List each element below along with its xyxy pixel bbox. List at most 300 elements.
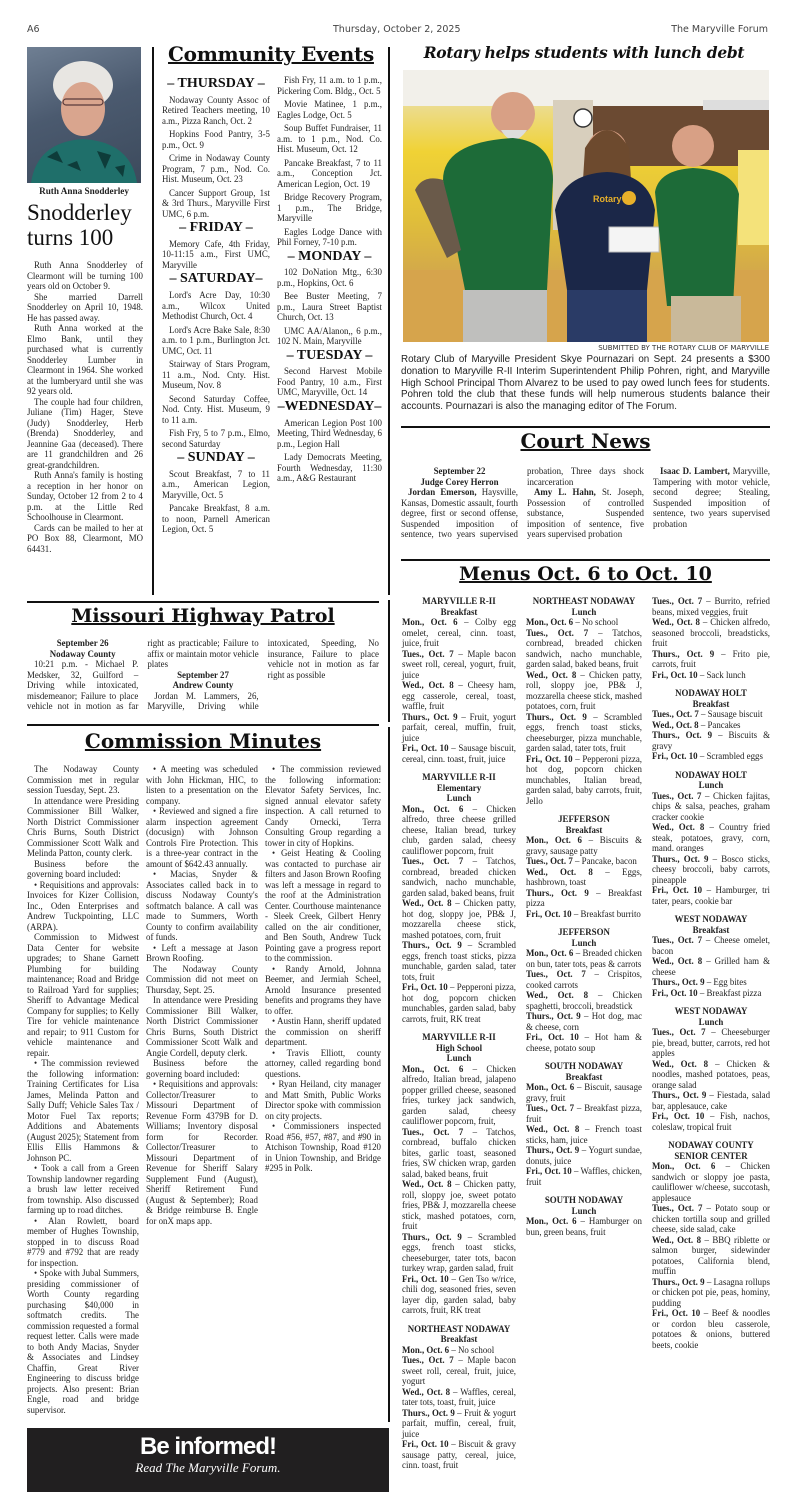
birthday-article bbox=[27, 260, 143, 554]
menu-item: Fri., Oct. 10 – Scrambled eggs bbox=[652, 751, 763, 761]
menu-item: Mon., Oct. 6 – Breaded chicken on bun, tater tots, peas & carrots bbox=[526, 948, 642, 969]
event-item: Bee Buster Meeting, 7 p.m., Laura Street Baptist Church, Oct. 13 bbox=[277, 291, 382, 323]
day-heading-tuesday: – TUESDAY – bbox=[286, 347, 373, 363]
menu-school-heading: NODAWAY COUNTY bbox=[668, 1140, 754, 1150]
menu-day: Wed., Oct. 8 bbox=[526, 1124, 580, 1134]
menu-food: Scrambled eggs bbox=[706, 751, 763, 761]
menu-school-heading: Elementary bbox=[436, 782, 482, 793]
menu-day: Mon., Oct. 6 bbox=[402, 1063, 464, 1074]
menu-day: Thurs., Oct. 9 bbox=[526, 711, 587, 722]
menu-day: Mon., Oct. 6 bbox=[402, 1344, 450, 1355]
menu-food: Chicken patty, roll, sloppy joe, sweet potato fries, PB& J, mozzarella cheese stick, mashed potatoes, corn, fruit bbox=[402, 1179, 516, 1231]
menu-food: Pancakes bbox=[707, 719, 741, 730]
menu-day: Wed., Oct. 8 bbox=[652, 822, 705, 832]
commission-column-1 bbox=[27, 764, 139, 1415]
menu-day: Thurs., Oct. 9 bbox=[402, 1407, 455, 1418]
menu-food: Biscuits & gravy, sausage patty bbox=[526, 835, 642, 856]
menu-food: Sausage biscuit bbox=[707, 709, 763, 719]
menu-food: Grilled ham & cheese bbox=[652, 956, 771, 977]
menu-day: Wed., Oct. 8 bbox=[402, 1386, 451, 1397]
menu-day: Wed., Oct. 8 bbox=[652, 719, 699, 730]
menu-food: Pepperoni pizza, hot dog, popcorn chicken munchables, garden salad, baby carrots, fruit, RK treat bbox=[402, 982, 516, 1024]
menu-food: Breaded chicken on bun, tater tots, peas & carrots bbox=[526, 948, 642, 969]
menu-food: Scrambled eggs, french toast sticks, cheeseburger, tater tots, bacon turkey wrap, garden salad, fruit bbox=[402, 1231, 516, 1273]
menu-day: Tues., Oct. 7 bbox=[402, 1126, 464, 1137]
menu-food: Waffles, chicken, fruit bbox=[526, 1166, 643, 1187]
newspaper-name: The Maryville Forum bbox=[671, 24, 768, 35]
commission-paragraph: • The commission reviewed the following information: Elevator Safety Services, Inc. signed annual elevator safety inspection. A call returned to Candy Ornecki, Terra Consulting Group regarding a tower in city of Hopkins. bbox=[265, 764, 381, 848]
menu-item: Mon., Oct. 6 – No school bbox=[402, 1344, 495, 1355]
menu-food: Chicken alfredo, seasoned broccoli, breadsticks, fruit bbox=[652, 617, 771, 648]
menu-day: Fri., Oct. 10 bbox=[402, 1439, 449, 1449]
menu-item: Tues., Oct. 7 – Breakfast pizza, fruit bbox=[526, 1103, 643, 1124]
menu-school-heading: Breakfast bbox=[565, 1071, 603, 1082]
menu-item: Wed., Oct. 8 – Chicken & noodles, mashed potatoes, peas, orange salad bbox=[652, 1058, 770, 1090]
menu-food: Biscuit, sausage gravy, fruit bbox=[526, 1082, 642, 1103]
menu-school-heading: SOUTH NODAWAY bbox=[544, 1195, 624, 1205]
event-item: Pancake Breakfast, 8 a.m. to noon, Parnell American Legion, Oct. 5 bbox=[162, 503, 270, 535]
menus-column-3 bbox=[652, 596, 770, 1350]
defendant-name: Jordan Emerson, bbox=[408, 487, 477, 497]
menu-item: Thurs., Oct. 9 – Fiestada, salad bar, applesauce, cake bbox=[652, 1090, 771, 1111]
commission-paragraph: • Requisitions and approvals: Collector/Treasurer to Missouri Department of Revenue Form 4379B for D. Williams; Inventory disposal form for Recorder. Collector/Treasurer to Missouri Department of Revenue for Sheriff Salary Supplement Fund (August), Sheriff Retirement Fund (August & September); Road & Bridge reimburse B. Engle for onX maps app. bbox=[146, 1079, 258, 1226]
event-item: Pancake Breakfast, 7 to 11 a.m., Conception Jct. American Legion, Oct. 19 bbox=[277, 157, 382, 189]
court-judge: Judge Corey Herron bbox=[420, 476, 499, 487]
menu-item: Thurs., Oct. 9 – Breakfast pizza bbox=[526, 887, 642, 908]
menu-day: Fri., Oct. 10 bbox=[652, 1308, 701, 1318]
menu-food: Tatchos, cornbread, breaded chicken sandwich, nacho munchable, garden salad, baked beans, fruit bbox=[402, 856, 516, 898]
menu-food: Breakfast burrito bbox=[580, 908, 641, 919]
highway-patrol-article bbox=[27, 638, 379, 720]
menu-food: Potato soup or chicken tortilla soup and grilled cheese, side salad, cake bbox=[652, 1203, 771, 1234]
patrol-date: September 27 bbox=[177, 669, 229, 680]
menu-day: Wed., Oct. 8 bbox=[652, 1058, 709, 1069]
events-column-1 bbox=[162, 75, 270, 535]
menu-school-heading: Lunch bbox=[446, 1053, 472, 1063]
menu-item: Wed., Oct. 8 – Chicken patty, roll, sloppy joe, sweet potato fries, PB& J, mozzarella cheese stick, mashed potatoes, corn, fruit bbox=[402, 1179, 516, 1231]
menu-food: French toast sticks, ham, juice bbox=[526, 1124, 643, 1145]
menu-item: Fri., Oct. 10 – Waffles, chicken, fruit bbox=[526, 1166, 643, 1187]
commission-paragraph: • The commission reviewed the following information: Training Certificates for Lisa James, Melinda Patton and Sally Duff; Vehicle Sales Tax / Motor Fuel Tax reports; Additions and Abatements (August 2025); Statement from Ellis Ellis Hammons & Johnson PC. bbox=[27, 1058, 139, 1163]
court-date: September 22 bbox=[433, 466, 486, 476]
menus-title: Menus Oct. 6 to Oct. 10 bbox=[459, 563, 712, 585]
commission-paragraph: • Macias, Snyder & Associates called back in to discuss Nodaway County's softmatch balance. A call was made to Summers, Worth County to confirm availability of funds. bbox=[146, 869, 258, 942]
birthday-paragraph: Ruth Anna Snodderley of Clearmont will be turning 100 years old on October 9. bbox=[27, 260, 143, 291]
menu-school-heading: Lunch bbox=[698, 1016, 724, 1027]
menu-day: Wed., Oct. 8 bbox=[402, 898, 452, 908]
menu-day: Thurs., Oct. 9 bbox=[652, 1276, 705, 1287]
event-item: Scout Breakfast, 7 to 11 a.m., American Legion, Maryville, Oct. 5 bbox=[162, 468, 270, 500]
menu-day: Fri., Oct. 10 bbox=[526, 1032, 579, 1042]
menu-item: Tues., Oct. 7 – Tatchos, cornbread, buffalo chicken bites, garlic toast, seasoned fries, SW chicken wrap, garden salad, baked beans, fruit bbox=[402, 1126, 516, 1179]
commission-paragraph: • Reviewed and signed a fire alarm inspection agreement (docusign) with Johnson Controls Fire Protection. This is a three-year contract in the amount of $642.43 annually. bbox=[146, 806, 258, 869]
menu-food: Biscuits & gravy bbox=[652, 730, 771, 751]
menu-food: Waffles, cereal, tater tots, toast, fruit, juice bbox=[402, 1386, 516, 1407]
menu-item: Mon., Oct. 6 – Hamburger on bun, green beans, fruit bbox=[526, 1216, 642, 1237]
menu-food: Crispitos, cooked carrots bbox=[526, 969, 643, 990]
menu-food: Colby egg omelet, cereal, cinn. toast, juice, fruit bbox=[402, 617, 517, 648]
menu-item: Thurs., Oct. 9 – Yogurt sundae, donuts, juice bbox=[526, 1145, 642, 1166]
portrait-photo bbox=[27, 47, 141, 183]
menu-school-heading: Breakfast bbox=[440, 1334, 478, 1344]
commission-title: Commission Minutes bbox=[84, 729, 322, 753]
menu-day: Tues., Oct. 7 bbox=[402, 1355, 454, 1365]
menu-food: Chicken fajitas, chips & salsa, peaches, graham cracker cookie bbox=[652, 790, 771, 822]
event-item: Stairway of Stars Program, 11 a.m., Nod. Cnty. Hist. Museum, Nov. 8 bbox=[162, 359, 270, 391]
menu-item: Thurs., Oct. 9 – Egg bites bbox=[652, 977, 747, 987]
menu-day: Mon., Oct. 6 bbox=[402, 803, 464, 814]
menu-food: Bosco sticks, cheesy broccoli, baby carrots, pineapple bbox=[652, 853, 770, 885]
menu-item: Tues., Oct. 7 – Crispitos, cooked carrots bbox=[526, 969, 643, 990]
menu-day: Fri., Oct. 10 bbox=[652, 987, 698, 998]
menu-item: Thurs., Oct. 9 – Scrambled eggs, french toast sticks, cheeseburger, tater tots, bacon turkey wrap, garden salad, fruit bbox=[402, 1231, 516, 1273]
event-item: Fish Fry, 5 to 7 p.m., Elmo, second Saturday bbox=[162, 428, 270, 449]
menu-item: Fri., Oct. 10 – Fish, nachos, coleslaw, tropical fruit bbox=[652, 1111, 771, 1132]
event-item: Cancer Support Group, 1st & 3rd Thurs., Maryville First UMC, 6 p.m. bbox=[162, 187, 270, 219]
menu-food: Maple bacon sweet roll, cereal, yogurt, fruit, juice bbox=[402, 648, 516, 680]
menu-food: Sack lunch bbox=[706, 669, 746, 680]
menu-food: Yogurt sundae, donuts, juice bbox=[526, 1145, 642, 1166]
menu-school-heading: MARYVILLE R-II bbox=[422, 596, 496, 606]
menu-day: Fri., Oct. 10 bbox=[652, 669, 698, 680]
commission-paragraph: • Requisitions and approvals: Invoices for Kizer Collision, Inc., Oden Enterprises and Andrew Tuckpointing, LLC (ARPA). bbox=[27, 879, 139, 932]
menu-item: Fri., Oct. 10 – Gen Tso w/rice, chili dog, seasoned fries, seven layer dip, garden salad, baby carrots, fruit, RK treat bbox=[402, 1273, 516, 1315]
rotary-headline: Rotary helps students with lunch debt bbox=[423, 43, 745, 62]
menu-day: Tues., Oct. 7 bbox=[652, 790, 702, 801]
menu-food: Tatchos, cornbread, buffalo chicken bites, garlic toast, seasoned fries, SW chicken wrap, garden salad, baked beans, fruit bbox=[402, 1126, 516, 1179]
menu-item: Tues., Oct. 7 – Sausage biscuit bbox=[652, 709, 763, 719]
menu-day: Tues., Oct. 7 bbox=[526, 1103, 575, 1113]
menu-item: Tues., Oct. 7 – Cheeseburger pie, bread, butter, carrots, red hot apples bbox=[652, 1027, 770, 1058]
menu-day: Mon., Oct. 6 bbox=[652, 1161, 716, 1171]
menu-item: Tues., Oct. 7 – Tatchos, cornbread, breaded chicken sandwich, nacho munchable, garden salad, baked beans, fruit bbox=[526, 627, 642, 669]
menu-item: Tues., Oct. 7 – Burrito, refried beans, mixed veggies, fruit bbox=[652, 596, 770, 617]
commission-paragraph: In attendance were Presiding Commissioner Bill Walker, North District Commissioner Chris Burns, South District Commissioner Scott Walk and Melinda Patton, county clerk. bbox=[27, 795, 139, 858]
menu-food: BBQ riblette or salmon burger, sidewinder potatoes, California blend, muffin bbox=[652, 1234, 770, 1276]
menu-item: Thurs., Oct. 9 – Bosco sticks, cheesy broccoli, baby carrots, pineapple bbox=[652, 853, 770, 885]
birthday-paragraph: Ruth Anna worked at the Elmo Bank, until they purchased what is currently Snodderley Lumber in Clearmont in 1964. She worked at the lumberyard until she was 92 years old. bbox=[27, 323, 143, 396]
community-events-title: Community Events bbox=[168, 42, 374, 66]
menu-item: Fri., Oct. 10 – Sausage biscuit, cereal, cinn. toast, fruit, juice bbox=[402, 743, 516, 764]
ad-banner[interactable] bbox=[27, 1428, 389, 1492]
menu-day: Wed., Oct. 8 bbox=[652, 956, 703, 966]
menu-day: Tues., Oct. 7 bbox=[402, 856, 464, 866]
page-number: A6 bbox=[27, 24, 40, 35]
menu-food: Chicken patty, hot dog, sloppy joe, PB& J, mozzarella cheese stick, mashed potatoes, corn, fruit bbox=[402, 898, 516, 940]
menu-day: Thurs., Oct. 9 bbox=[526, 1145, 580, 1155]
menu-food: Scrambled eggs, french toast sticks, cheeseburger, pizza munchable, garden salad, tater tots, fruit bbox=[526, 711, 642, 753]
menu-day: Fri., Oct. 10 bbox=[652, 885, 703, 895]
portrait-image bbox=[27, 47, 141, 183]
menu-school-heading: NODAWAY HOLT bbox=[675, 769, 747, 780]
patrol-date: September 26 bbox=[56, 638, 109, 648]
menu-day: Mon., Oct. 6 bbox=[526, 1216, 577, 1226]
menu-food: Lasagna rollups or chicken pot pie, peas, hominy, pudding bbox=[652, 1276, 770, 1308]
menu-food: Fruit & yogurt parfait, muffin, cereal, fruit, juice bbox=[402, 1407, 517, 1439]
menu-day: Tues., Oct. 7 bbox=[526, 969, 586, 979]
menu-day: Fri., Oct. 10 bbox=[526, 753, 573, 764]
event-item: Hopkins Food Pantry, 3-5 p.m., Oct. 9 bbox=[162, 129, 270, 150]
menu-food: Chicken patty, roll, sloppy joe, PB& J, mozzarella cheese stick, mashed potatoes, corn, fruit bbox=[526, 669, 643, 711]
menu-day: Thurs., Oct. 9 bbox=[402, 940, 462, 950]
patrol-county: Andrew County bbox=[172, 680, 234, 690]
menu-day: Tues., Oct. 7 bbox=[652, 596, 703, 606]
event-item: UMC AA/Alanon,, 6 p.m., 102 N. Main, Maryville bbox=[277, 325, 382, 347]
event-item: Eagles Lodge Dance with Phil Forney, 7-10 p.m. bbox=[277, 226, 382, 247]
menu-food: Chicken alfredo, three cheese grilled cheese, Italian bread, turkey club, garden salad, cheesy cauliflower popcorn, fruit bbox=[402, 803, 516, 856]
menu-school-heading: JEFFERSON bbox=[558, 814, 610, 824]
menu-food: Breakfast pizza, fruit bbox=[526, 1103, 643, 1124]
menu-food: Gen Tso w/rice, chili dog, seasoned fries, seven layer dip, garden salad, baby carrots, fruit, RK treat bbox=[402, 1273, 516, 1315]
rotary-caption: Rotary Club of Maryville President Skye Pournazari on Sept. 24 presents a $300 donation to Maryville R-II Interim Superintendent Philip Pohren, right, and Maryville High School Principal Thom Alvarez to be used to pay owed lunch fees for students. Pohren told the club that these funds will help numerous students balance their accounts. Pournazari is also the managing editor of The Forum. bbox=[401, 354, 770, 412]
menus-column-2 bbox=[526, 596, 642, 1237]
patrol-entry: Jordan M. Lammers, 26, Maryville, Driving while intoxicated, Speeding, No insurance, Failure to place vehicle not in motion as far right as possible bbox=[147, 638, 379, 711]
court-news-article bbox=[401, 466, 770, 554]
menu-item: Fri., Oct. 10 – Hamburger, tri tater, pears, cookie bar bbox=[652, 885, 771, 906]
event-item: Lord's Acre Day, 10:30 a.m., Wilcox United Methodist Church, Oct. 4 bbox=[162, 290, 270, 322]
menu-food: Chicken & noodles, mashed potatoes, peas, orange salad bbox=[652, 1058, 770, 1090]
patrol-entry: 10:21 p.m. - Michael P. Medsker, 32, Guilford – Driving while intoxicated, misdemeanor; Failure to place vehicle not in motion as far right as practicable; Failure to affix or maintain motor vehicle plates bbox=[27, 638, 259, 711]
menu-item: Thurs., Oct. 9 – Scrambled eggs, french toast sticks, pizza munchable, garden salad, tater tots, fruit bbox=[402, 940, 516, 982]
commission-paragraph: The Nodaway County Commission did not meet on Thursday, Sept. 25. bbox=[146, 963, 258, 995]
commission-paragraph: • Travis Elliott, county attorney, called regarding bond questions. bbox=[265, 1047, 381, 1079]
menu-day: Mon., Oct. 6 bbox=[526, 617, 574, 627]
event-item: Bridge Recovery Program, 1 p.m., The Bridge, Maryville bbox=[277, 192, 382, 223]
day-heading-monday: – MONDAY – bbox=[287, 248, 372, 264]
menu-item: Mon., Oct. 6 – Colby egg omelet, cereal, cinn. toast, juice, fruit bbox=[402, 617, 517, 648]
menu-school-heading: Breakfast bbox=[565, 824, 603, 835]
menu-day: Thurs., Oct. 9 bbox=[652, 648, 715, 659]
menu-school-heading: MARYVILLE R-II bbox=[422, 772, 496, 782]
menu-food: Chicken alfredo, Italian bread, jalapeno popper grilled cheese, seasoned fries, turkey jack sandwich, garden salad, cheesy cauliflower popcorn, fruit, bbox=[402, 1063, 516, 1126]
menu-day: Fri., Oct. 10 bbox=[652, 1111, 705, 1121]
commission-paragraph: • Alan Rowlett, board member of Hughes Township, stopped in to discuss Road #779 and #792 that are ready for inspection. bbox=[27, 1215, 139, 1268]
menu-food: Burrito, refried beans, mixed veggies, fruit bbox=[652, 596, 770, 617]
menu-day: Wed., Oct. 8 bbox=[402, 1179, 452, 1189]
menu-day: Fri., Oct. 10 bbox=[526, 908, 572, 919]
menu-item: Mon., Oct. 6 – Chicken sandwich or sloppy joe pasta, cauliflower w/cheese, succotash, applesauce bbox=[652, 1161, 770, 1203]
day-heading-friday: – FRIDAY – bbox=[179, 220, 253, 236]
menu-school-heading: Breakfast bbox=[692, 698, 730, 709]
menu-day: Thurs., Oct. 9 bbox=[526, 1011, 581, 1021]
defendant-name: Amy L. Hahn, bbox=[534, 487, 596, 497]
event-item: 102 DoNation Mtg., 6:30 p.m., Hopkins, Oct. 6 bbox=[277, 267, 382, 288]
menu-food: Eggs, hashbrown, toast bbox=[526, 866, 642, 887]
menu-day: Wed., Oct. 8 bbox=[526, 990, 589, 1000]
menu-day: Mon., Oct. 6 bbox=[526, 835, 582, 845]
menu-food: No school bbox=[457, 1344, 495, 1355]
events-column-2 bbox=[277, 75, 382, 484]
ad-tagline: Read The Maryville Forum. bbox=[135, 1460, 281, 1476]
menu-school-heading: Lunch bbox=[571, 937, 597, 948]
menu-day: Tues., Oct. 7 bbox=[652, 1203, 703, 1213]
commission-paragraph: • Left a message at Jason Brown Roofing. bbox=[146, 942, 258, 963]
menu-day: Thurs., Oct. 9 bbox=[652, 730, 713, 740]
menu-school-heading: Lunch bbox=[571, 606, 597, 617]
menu-food: Fruit, yogurt parfait, cereal, muffin, fruit, juice bbox=[402, 711, 516, 743]
menu-item: Mon., Oct. 6 – Chicken alfredo, Italian bread, jalapeno popper grilled cheese, seasoned fries, turkey jack sandwich, garden salad, cheesy cauliflower popcorn, fruit, bbox=[402, 1063, 516, 1126]
birthday-paragraph: The couple had four children, Juliane (Tim) Hager, Steve (Judy) Snodderley, Herb (Brenda) Snodderley, and Jeannine Gaa (deceased). There are 11 grandchildren and 26 great-grandchildren. bbox=[27, 396, 143, 470]
menu-food: Cheesy ham, egg casserole, cereal, toast, waffle, fruit bbox=[402, 680, 517, 711]
menu-school-heading: SENIOR CENTER bbox=[674, 1150, 748, 1161]
menu-item: Fri., Oct. 10 – Pepperoni pizza, hot dog, popcorn chicken munchables, garden salad, baby carrots, fruit, RK treat bbox=[402, 982, 516, 1024]
menu-day: Thurs., Oct. 9 bbox=[652, 977, 705, 987]
birthday-headline: Snodderley turns 100 bbox=[27, 200, 132, 251]
menu-school-heading: Lunch bbox=[446, 793, 472, 803]
commission-paragraph: Business before the governing board included: bbox=[146, 1058, 258, 1079]
menu-school-heading: Breakfast bbox=[692, 924, 730, 935]
menu-item: Wed., Oct. 8 – Chicken alfredo, seasoned broccoli, breadsticks, fruit bbox=[652, 617, 771, 648]
menu-food: Egg bites bbox=[713, 977, 747, 987]
menu-food: Hot ham & cheese, potato soup bbox=[526, 1032, 643, 1053]
menu-school-heading: Breakfast bbox=[440, 606, 478, 617]
commission-column-2 bbox=[146, 764, 258, 1226]
event-item: Soup Buffet Fundraiser, 11 a.m. to 1 p.m., Nod. Co. Hist. Museum, Oct. 12 bbox=[277, 123, 382, 154]
menu-item: Thurs., Oct. 9 – Hot dog, mac & cheese, corn bbox=[526, 1011, 643, 1032]
menu-food: Hot dog, mac & cheese, corn bbox=[526, 1011, 643, 1032]
menu-day: Wed., Oct. 8 bbox=[402, 680, 454, 690]
commission-paragraph: • Commissioners inspected Road #56, #57, #87, and #90 in Atchison Township, Road #120 in Union Township, and Bridge #295 in Polk. bbox=[265, 1121, 381, 1173]
commission-paragraph: Commission to Midwest Data Center for website upgrades; to Shane Garnett Plumbing for building maintenance; Road and Bridge to Railroad Yard for supplies; Sheriff to Advantage Medical Company for supplies; to Kelly Tire for vehicle maintenance and repair; to 911 Custom for vehicle maintenance and repair. bbox=[27, 932, 139, 1058]
menu-day: Tues., Oct. 7 bbox=[526, 856, 573, 866]
menu-food: Beef & noodles or cordon bleu casserole, potatoes & onions, buttered beets, cookie bbox=[652, 1308, 770, 1350]
menu-item: Mon., Oct. 6 – Chicken alfredo, three cheese grilled cheese, Italian bread, turkey club, garden salad, cheesy cauliflower popcorn, fruit bbox=[402, 803, 516, 856]
day-heading-thursday: – THURSDAY – bbox=[167, 76, 265, 91]
menu-item: Wed., Oct. 8 – Waffles, cereal, tater tots, toast, fruit, juice bbox=[402, 1386, 516, 1407]
menu-food: Scrambled eggs, french toast sticks, pizza munchable, garden salad, tater tots, fruit bbox=[402, 940, 516, 982]
menu-school-heading: NORTHEAST NODAWAY bbox=[532, 596, 636, 606]
menu-food: Fiestada, salad bar, applesauce, cake bbox=[652, 1090, 771, 1111]
menu-day: Thurs., Oct. 9 bbox=[402, 1231, 462, 1242]
menus-column-1 bbox=[402, 596, 516, 1471]
menu-food: Chicken sandwich or sloppy joe pasta, cauliflower w/cheese, succotash, applesauce bbox=[652, 1161, 770, 1203]
menu-school-heading: WEST NODAWAY bbox=[674, 1006, 748, 1016]
menu-day: Tues., Oct. 7 bbox=[652, 709, 699, 719]
menu-item: Wed., Oct. 8 – French toast sticks, ham, juice bbox=[526, 1124, 643, 1145]
menu-school-heading: SOUTH NODAWAY bbox=[544, 1061, 624, 1071]
charge-text: Haysville, Kansas, Domestic assault, fourth degree, first or second offense, Suspended imposition of sentence, two years supervised probation, Three days shock incarceration bbox=[401, 466, 644, 539]
birthday-paragraph: Cards can be mailed to her at PO Box 88, Clearmont, MO 64431. bbox=[27, 522, 143, 554]
menu-item: Fri., Oct. 10 – Breakfast burrito bbox=[526, 908, 641, 919]
commission-paragraph: In attendance were Presiding Commissioner Bill Walker, North District Commissioner Chris Burns, South District Commissioner Scott Walk and Angie Cordell, deputy clerk. bbox=[146, 995, 258, 1058]
menu-food: Pancake, bacon bbox=[581, 856, 637, 866]
menu-day: Mon., Oct. 6 bbox=[526, 948, 574, 958]
photo-credit: SUBMITTED BY THE ROTARY CLUB OF MARYVILLE bbox=[598, 344, 769, 352]
menu-item: Thurs., Oct. 9 – Fruit & yogurt parfait, muffin, cereal, fruit, juice bbox=[402, 1407, 517, 1439]
menu-day: Fri., Oct. 10 bbox=[402, 982, 448, 992]
menu-school-heading: JEFFERSON bbox=[558, 927, 610, 937]
menu-school-heading: Lunch bbox=[698, 780, 724, 790]
menu-item: Tues., Oct. 7 – Maple bacon sweet roll, cereal, yogurt, fruit, juice bbox=[402, 648, 516, 680]
menu-day: Wed., Oct. 8 bbox=[526, 866, 593, 877]
menu-day: Wed., Oct. 8 bbox=[652, 1234, 702, 1245]
menu-food: Hamburger, tri tater, pears, cookie bar bbox=[652, 885, 771, 906]
ad-headline: Be informed! bbox=[139, 1433, 276, 1460]
birthday-paragraph: Ruth Anna's family is hosting a reception in her honor on Sunday, October 12 from 2 to 4 p.m. at the Little Red Schoolhouse in Clearmont. bbox=[27, 470, 143, 522]
court-entry bbox=[653, 466, 770, 529]
menu-item: Tues., Oct. 7 – Tatchos, cornbread, breaded chicken sandwich, nacho munchable, garden salad, baked beans, fruit bbox=[402, 856, 516, 898]
menu-day: Fri., Oct. 10 bbox=[402, 1273, 449, 1284]
commission-paragraph: • Ryan Heiland, city manager and Matt Smith, Public Works Director spoke with commission on city projects. bbox=[265, 1079, 381, 1121]
menu-item: Thurs., Oct. 9 – Lasagna rollups or chicken pot pie, peas, hominy, pudding bbox=[652, 1276, 770, 1308]
commission-paragraph: The Nodaway County Commission met in regular session Tuesday, Sept. 23. bbox=[27, 764, 139, 795]
menu-food: No school bbox=[581, 617, 619, 627]
menu-day: Tues., Oct. 7 bbox=[526, 627, 589, 638]
menu-school-heading: MARYVILLE R-II bbox=[422, 1032, 496, 1042]
event-item: Lady Democrats Meeting, Fourth Wednesday, 11:30 a.m., A&G Restaurant bbox=[277, 452, 382, 484]
event-item: Second Harvest Mobile Food Pantry, 10 a.m., First UMC, Maryville, Oct. 14 bbox=[277, 366, 382, 398]
menu-item: Wed., Oct. 8 – Cheesy ham, egg casserole, cereal, toast, waffle, fruit bbox=[402, 680, 517, 711]
menu-item: Fri., Oct. 10 – Hot ham & cheese, potato soup bbox=[526, 1032, 643, 1053]
menu-item: Wed., Oct. 8 – Pancakes bbox=[652, 719, 741, 730]
commission-paragraph: Business before the governing board included: bbox=[27, 858, 139, 879]
menu-item: Wed., Oct. 8 – Eggs, hashbrown, toast bbox=[526, 866, 642, 887]
defendant-name: Isaac D. Lambert, bbox=[660, 466, 730, 476]
menu-day: Thurs., Oct. 9 bbox=[652, 1090, 707, 1100]
menu-day: Fri., Oct. 10 bbox=[402, 743, 449, 753]
menu-day: Fri., Oct. 10 bbox=[526, 1166, 572, 1176]
highway-patrol-title: Missouri Highway Patrol bbox=[71, 605, 335, 627]
menu-day: Wed., Oct. 8 bbox=[526, 669, 577, 680]
menu-food: Tatchos, cornbread, breaded chicken sandwich, nacho munchable, garden salad, baked beans, fruit bbox=[526, 627, 642, 669]
menu-item: Wed., Oct. 8 – Chicken patty, hot dog, sloppy joe, PB& J, mozzarella cheese stick, mashed potatoes, corn, fruit bbox=[402, 898, 516, 940]
menu-food: Sausage biscuit, cereal, cinn. toast, fruit, juice bbox=[402, 743, 516, 764]
menu-item: Wed., Oct. 8 – BBQ riblette or salmon burger, sidewinder potatoes, California blend, muffin bbox=[652, 1234, 770, 1276]
menu-school-heading: Lunch bbox=[571, 1205, 597, 1216]
menu-food: Hamburger on bun, green beans, fruit bbox=[526, 1216, 642, 1237]
commission-paragraph: • Geist Heating & Cooling was contacted to purchase air filters and Jason Brown Roofing was left a message in regard to the roof at the Administration Center. Courthouse maintenance - Sleek Creek, Gilbert Henry called on the air conditioner, and Ben South, Andrew Tuck Pointing gave a progress report to the commission. bbox=[265, 848, 381, 963]
court-entry bbox=[527, 487, 644, 540]
menu-food: Cheeseburger pie, bread, butter, carrots, red hot apples bbox=[652, 1027, 770, 1058]
menu-item: Thurs., Oct. 9 – Frito pie, carrots, fruit bbox=[652, 648, 770, 669]
commission-column-3 bbox=[265, 764, 381, 1174]
menu-item: Tues., Oct. 7 – Cheese omelet, bacon bbox=[652, 935, 771, 956]
event-item: Lord's Acre Bake Sale, 8:30 a.m. to 1 p.m., Burlington Jct. UMC, Oct. 11 bbox=[162, 324, 270, 356]
menu-food: Cheese omelet, bacon bbox=[652, 935, 771, 956]
event-item: American Legion Post 100 Meeting, Third Wednesday, 6 p.m., Legion Hall bbox=[277, 417, 382, 449]
menu-item: Fri., Oct. 10 – Biscuit & gravy sausage patty, cereal, juice, cinn. toast, fruit bbox=[402, 1439, 517, 1470]
menu-day: Tues., Oct. 7 bbox=[402, 648, 454, 659]
menu-day: Mon., Oct. 6 bbox=[402, 617, 458, 627]
patrol-county: Nodaway County bbox=[49, 648, 116, 659]
menu-day: Tues., Oct. 7 bbox=[652, 935, 703, 945]
menu-item: Wed., Oct. 8 – Chicken spaghetti, broccoli, breadstick bbox=[526, 990, 643, 1011]
menu-item: Mon., Oct. 6 – Biscuits & gravy, sausage patty bbox=[526, 835, 642, 856]
event-item: Fish Fry, 11 a.m. to 1 p.m., Pickering Com. Bldg., Oct. 5 bbox=[277, 75, 382, 96]
menu-food: Biscuit & gravy sausage patty, cereal, juice, cinn. toast, fruit bbox=[402, 1439, 517, 1470]
day-heading-sunday: – SUNDAY – bbox=[177, 450, 255, 466]
menu-food: Pepperoni pizza, hot dog, popcorn chicken munchables, Italian bread, garden salad, baby carrots, fruit, Jello bbox=[526, 753, 642, 806]
menu-item: Fri., Oct. 10 – Beef & noodles or cordon bleu casserole, potatoes & onions, buttered beets, cookie bbox=[652, 1308, 770, 1350]
menu-item: Wed., Oct. 8 – Country fried steak, potatoes, gravy, corn, mand. oranges bbox=[652, 822, 770, 853]
court-news-title: Court News bbox=[520, 429, 651, 453]
issue-date: Thursday, October 2, 2025 bbox=[333, 24, 461, 35]
menu-school-heading: NORTHEAST NODAWAY bbox=[407, 1323, 511, 1334]
menu-food: Maple bacon sweet roll, cereal, fruit, juice, yogurt bbox=[402, 1355, 516, 1386]
menu-item: Fri., Oct. 10 – Breakfast pizza bbox=[652, 987, 762, 998]
commission-paragraph: • Took a call from a Green Township landowner regarding a brush law letter received from township. Also discussed farming up to road ditches. bbox=[27, 1163, 139, 1215]
menu-day: Thurs., Oct. 9 bbox=[526, 887, 589, 898]
menu-item: Tues., Oct. 7 – Potato soup or chicken tortilla soup and grilled cheese, side salad, cake bbox=[652, 1203, 771, 1234]
charge-text: St. Joseph, Possession of controlled substance, Suspended imposition of sentence, five years supervised probation bbox=[527, 487, 644, 539]
commission-paragraph: • Austin Hann, sheriff updated the commission on sheriff department. bbox=[265, 1016, 381, 1047]
menu-food: Breakfast pizza bbox=[526, 887, 642, 908]
menu-item: Fri., Oct. 10 – Sack lunch bbox=[652, 669, 746, 680]
menu-item: Thurs., Oct. 9 – Fruit, yogurt parfait, cereal, muffin, fruit, juice bbox=[402, 711, 516, 743]
event-item: Movie Matinee, 1 p.m., Eagles Lodge, Oct. 5 bbox=[277, 99, 382, 120]
menu-food: Chicken spaghetti, broccoli, breadstick bbox=[526, 990, 643, 1011]
event-item: Nodaway County Assoc of Retired Teachers meeting, 10 a.m., Pizza Ranch, Oct. 2 bbox=[162, 94, 270, 126]
